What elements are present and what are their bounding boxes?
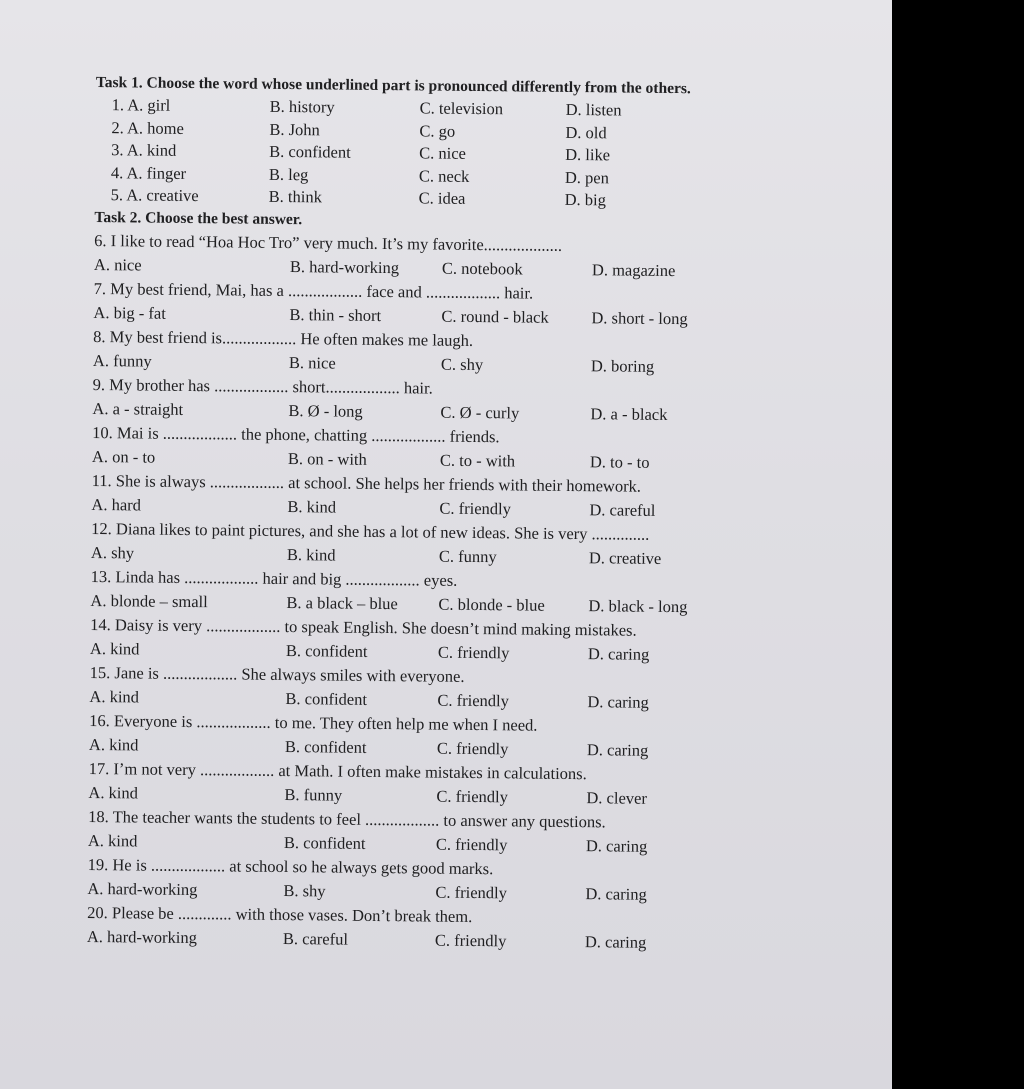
task-2-title: Task 2. Choose the best answer. [94,208,303,228]
question-text: 11. She is always .................. at school. She helps her friends with their homework. [91,470,642,496]
question-text: 16. Everyone is .................. to me. They often help me when I need. [89,710,538,735]
answer-option-b: B. funny [284,784,343,805]
option-c: C. television [419,98,504,119]
answer-option-d: D. to - to [589,451,650,472]
answer-option-c: C. friendly [439,498,512,518]
option-c: C. idea [418,188,466,208]
answer-option-a: A. hard-working [87,878,198,899]
answer-option-a: A. kind [89,638,140,658]
option-d: D. old [565,122,607,142]
answer-option-b: B. confident [285,640,368,661]
answer-option-d: D. magazine [591,259,676,280]
question-text: 8. My best friend is.................. He often makes me laugh. [93,326,474,350]
answer-option-d: D. short - long [591,307,688,328]
option-a: 5. A. creative [110,185,199,206]
option-a: 2. A. home [111,117,184,138]
answer-option-c: C. Ø - curly [440,402,520,422]
answer-option-b: B. confident [285,688,368,709]
answer-option-b: B. careful [282,928,349,949]
question-text: 12. Diana likes to paint pictures, and she has a lot of new ideas. She is very .............. [91,518,650,544]
question-text: 18. The teacher wants the students to feel .................. to answer any questions. [88,806,606,831]
option-a: 1. A. girl [111,95,171,115]
answer-option-a: A. a - straight [92,398,184,419]
question-text: 19. He is .................. at school so he always gets good marks. [87,854,494,878]
answer-option-d: D. caring [585,835,648,856]
question-text: 14. Daisy is very .................. to speak English. She doesn’t mind making mistakes. [90,614,637,640]
answer-option-c: C. friendly [437,642,510,662]
option-d: D. listen [565,99,622,120]
task-1-title: Task 1. Choose the word whose underlined part is pronounced differently from the others. [95,73,691,98]
answer-option-d: D. boring [590,355,655,376]
option-b: B. confident [269,141,351,162]
answer-option-c: C. shy [440,354,484,374]
answer-option-c: C. notebook [441,258,523,278]
task-2-questions [87,228,765,955]
answer-option-b: B. Ø - long [288,400,363,421]
answer-option-d: D. careful [589,499,656,520]
answer-option-b: B. confident [283,832,366,853]
answer-option-b: B. shy [283,880,326,900]
task-1 [95,72,766,214]
task-1-rows [95,94,766,214]
answer-option-b: B. nice [288,352,336,373]
answer-option-c: C. friendly [436,738,509,758]
question-text: 13. Linda has .................. hair and big .................. eyes. [90,566,458,590]
option-d: D. pen [564,167,610,187]
question-text: 9. My brother has .................. short.................. hair. [92,374,433,398]
option-b: B. history [269,96,335,117]
answer-option-a: A. blonde – small [90,590,208,611]
answer-option-d: D. caring [585,883,647,904]
answer-option-c: C. funny [438,546,497,566]
answer-option-b: B. kind [287,496,337,517]
option-c: C. neck [418,165,470,186]
answer-option-b: B. thin - short [289,304,382,325]
answer-option-a: A. kind [87,830,138,850]
answer-option-d: D. a - black [590,403,668,424]
answer-option-d: D. caring [587,691,649,712]
worksheet-document [87,72,766,955]
answer-option-d: D. caring [586,739,649,760]
question-text: 6. I like to read “Hoa Hoc Tro” very much. It’s my favorite................... [94,230,563,255]
answer-option-d: D. caring [587,643,650,664]
option-b: B. leg [268,164,309,184]
answer-option-d: D. caring [584,931,647,952]
answer-option-d: D. creative [588,547,662,568]
option-c: C. go [419,120,456,141]
option-d: D. like [565,144,611,165]
answer-option-a: A. shy [90,542,135,562]
answer-option-a: A. kind [89,686,140,706]
option-b: B. John [269,119,320,139]
answer-option-a: A. funny [92,350,152,371]
option-d: D. big [564,189,607,210]
question-text: 17. I’m not very .................. at Math. I often make mistakes in calculations. [88,758,587,783]
answer-option-c: C. to - with [439,450,516,470]
option-c: C. nice [419,143,467,163]
question-text: 20. Please be ............. with those vases. Don’t break them. [87,902,473,926]
answer-option-a: A. hard [91,494,142,514]
answer-option-c: C. friendly [434,930,507,950]
answer-option-a: A. kind [88,734,139,754]
answer-option-c: C. friendly [437,690,510,710]
answer-option-c: C. friendly [436,786,509,806]
answer-option-a: A. nice [93,254,142,274]
question-text: 7. My best friend, Mai, has a .................. face and .................. hair. [93,278,534,303]
answer-option-b: B. kind [286,544,336,565]
answer-option-b: B. on - with [287,448,367,469]
answer-option-a: A. big - fat [93,302,166,323]
option-a: 3. A. kind [111,140,177,160]
answer-option-d: D. clever [586,787,647,808]
question-text: 15. Jane is .................. She always smiles with everyone. [89,662,465,686]
answer-option-b: B. confident [284,736,367,757]
answer-option-d: D. black - long [588,595,688,616]
answer-option-c: C. friendly [435,834,508,854]
answer-option-a: A. on - to [91,446,156,467]
answer-option-a: A. hard-working [86,926,198,947]
answer-option-c: C. blonde - blue [438,594,545,615]
option-b: B. think [268,186,322,207]
answer-option-b: B. hard-working [289,256,400,277]
task-2 [87,206,765,955]
answer-option-b: B. a black – blue [286,592,398,613]
option-a: 4. A. finger [110,162,187,183]
question-text: 10. Mai is .................. the phone, chatting .................. friends. [92,422,500,446]
answer-option-c: C. friendly [435,882,508,902]
answer-option-a: A. kind [88,782,139,802]
answer-option-c: C. round - black [441,306,549,327]
